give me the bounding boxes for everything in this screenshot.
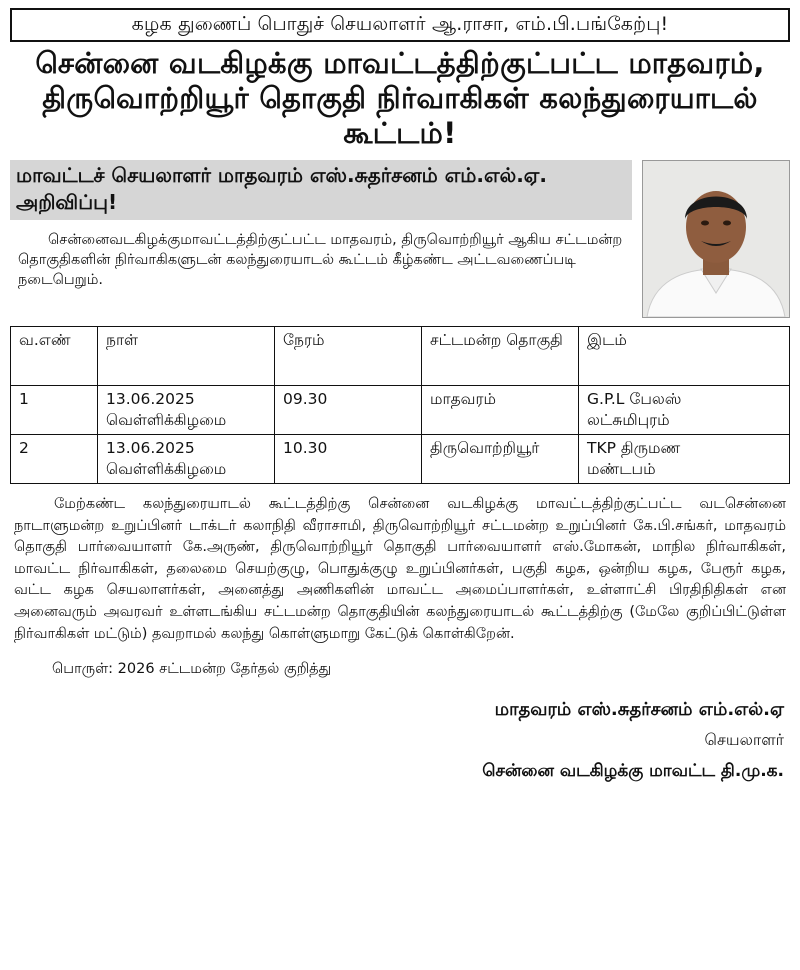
venue-line-1: G.P.L பேலஸ் xyxy=(587,390,682,409)
date-value: 13.06.2025 xyxy=(106,439,195,458)
announcement-text-block xyxy=(10,160,632,318)
header-time: நேரம் xyxy=(275,327,422,386)
announcement-heading: மாவட்டச் செயலாளர் மாதவரம் எஸ்.சுதர்சனம் எம்.எல்.ஏ. அறிவிப்பு! xyxy=(16,163,547,215)
subject-line: பொருள்: 2026 சட்டமன்ற தேர்தல் குறித்து xyxy=(52,661,332,678)
cell-serial: 1 xyxy=(11,386,98,435)
cell-venue xyxy=(579,435,790,484)
venue-line-2: லட்சுமிபுரம் xyxy=(587,411,670,430)
cell-date xyxy=(98,386,275,435)
cell-constituency: மாதவரம் xyxy=(422,386,579,435)
announcement-section xyxy=(10,160,790,318)
cell-serial: 2 xyxy=(11,435,98,484)
day-value: வெள்ளிக்கிழமை xyxy=(106,411,227,430)
venue-line-2: மண்டபம் xyxy=(587,460,656,479)
cell-venue xyxy=(579,386,790,435)
signature-block xyxy=(10,699,790,783)
signatory-organization: சென்னை வடகிழக்கு மாவட்ட தி.மு.க. xyxy=(482,761,784,782)
portrait-photo xyxy=(642,160,790,318)
signatory-name: மாதவரம் எஸ்.சுதர்சனம் எம்.எல்.ஏ xyxy=(494,699,784,721)
cell-date xyxy=(98,435,275,484)
top-banner xyxy=(10,8,790,42)
schedule-table xyxy=(10,326,790,484)
headline xyxy=(10,46,790,150)
intro-paragraph: சென்னைவடகிழக்குமாவட்டத்திற்குட்பட்ட மாதவரம், திருவொற்றியூர் ஆகிய சட்டமன்ற தொகுதிகளின் நிர்வாகிகளுடன் கலந்துரையாடல் கூட்டம் கீழ்கண்ட அட்டவணைப்படி நடைபெறும். xyxy=(18,232,623,289)
headline-line-2: திருவொற்றியூர் தொகுதி நிர்வாகிகள் கலந்துரையாடல் கூட்டம்! xyxy=(42,80,758,150)
top-banner-text: கழக துணைப் பொதுச் செயலாளர் ஆ.ராசா, எம்.பி.பங்கேற்பு! xyxy=(131,12,669,35)
table-row xyxy=(11,386,790,435)
headline-line-1: சென்னை வடகிழக்கு மாவட்டத்திற்குட்பட்ட மாதவரம், xyxy=(35,46,765,80)
cell-constituency: திருவொற்றியூர் xyxy=(422,435,579,484)
header-serial: வ.எண் xyxy=(11,327,98,386)
header-venue: இடம் xyxy=(579,327,790,386)
announcement-heading-bar xyxy=(10,160,632,220)
signatory-role: செயலாளர் xyxy=(704,730,784,750)
table-header-row xyxy=(11,327,790,386)
day-value: வெள்ளிக்கிழமை xyxy=(106,460,227,479)
date-value: 13.06.2025 xyxy=(106,390,195,409)
header-constituency: சட்டமன்ற தொகுதி xyxy=(422,327,579,386)
cell-time: 09.30 xyxy=(275,386,422,435)
cell-time: 10.30 xyxy=(275,435,422,484)
venue-line-1: TKP திருமண xyxy=(587,439,681,458)
header-date: நாள் xyxy=(98,327,275,386)
person-portrait-icon xyxy=(643,161,789,317)
table-row xyxy=(11,435,790,484)
body-paragraph: மேற்கண்ட கலந்துரையாடல் கூட்டத்திற்கு சென்னை வடகிழக்கு மாவட்டத்திற்குட்பட்ட வடசென்னை நாடாளுமன்ற உறுப்பினர் டாக்டர் கலாநிதி வீராசாமி, திருவொற்றியூர் சட்டமன்ற உறுப்பினர் கே.பி.சங்கர், மாதவரம் தொகுதி பார்வையாளர் கே.அருண், திருவொற்றியூர் தொகுதி பார்வையாளர் எஸ்.மோகன், மாநில நிர்வாகிகள், மாவட்ட நிர்வாகிகள், தலைமை செயற்குழு, பொதுக்குழு உறுப்பினர்கள், பகுதி கழக, ஒன்றிய கழக, பேரூர் கழக, வட்ட கழக செயலாளர்கள், அனைத்து அணிகளின் மாவட்ட அமைப்பாளர்கள், உள்ளாட்சி பிரதிநிதிகள் என அனைவரும் அவரவர் உள்ளடங்கிய சட்டமன்ற தொகுதியின் கலந்துரையாடல் கூட்டத்திற்கு (மேலே குறிப்பிட்டுள்ள நிர்வாகிகள் மட்டும்) தவறாமல் கலந்து கொள்ளுமாறு கேட்டுக் கொள்கிறேன். xyxy=(14,496,786,642)
